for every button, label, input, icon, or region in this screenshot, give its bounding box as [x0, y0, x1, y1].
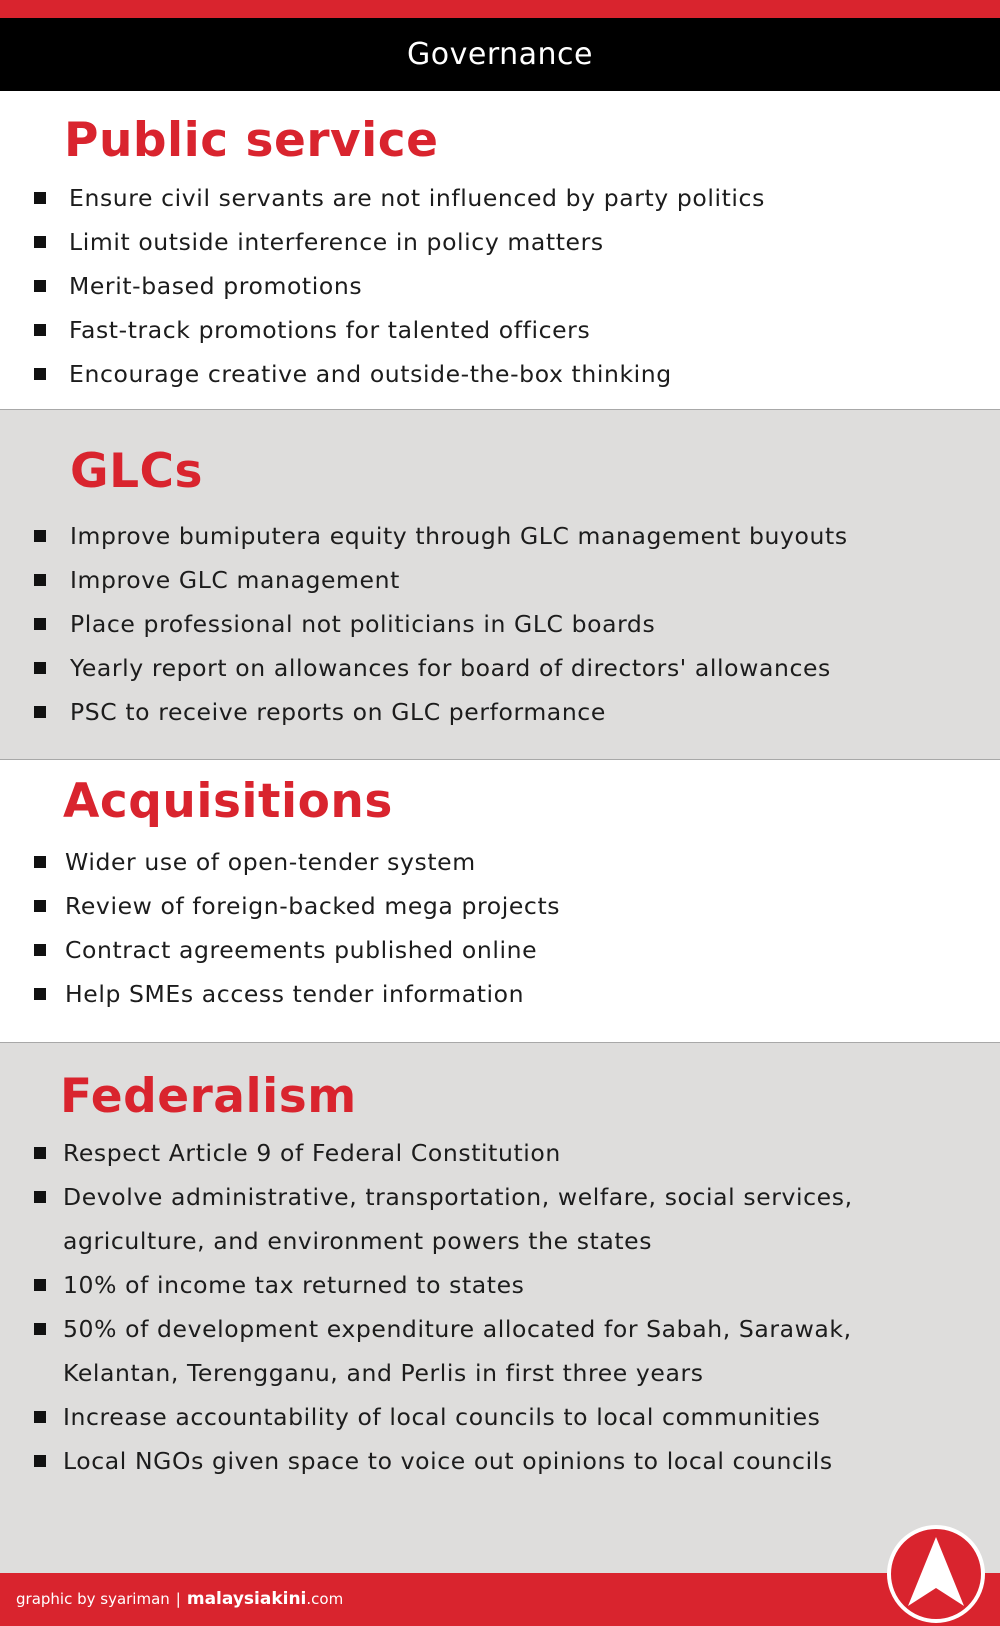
bullet-square-icon — [34, 856, 46, 868]
list-item-text: Yearly report on allowances for board of directors' allowances — [70, 654, 831, 682]
malaysiakini-arrow-logo-icon — [886, 1524, 986, 1624]
bullet-square-icon — [34, 1455, 46, 1467]
list-item-text: Contract agreements published online — [65, 936, 538, 964]
list-item-text: Merit-based promotions — [69, 272, 363, 300]
list-item-text: PSC to receive reports on GLC performance — [70, 698, 606, 726]
bullet-square-icon — [34, 530, 46, 542]
bullet-square-icon — [34, 324, 46, 336]
top-accent-stripe — [0, 0, 1000, 18]
brand-domain: .com — [306, 1590, 344, 1608]
list-item — [0, 1439, 1000, 1483]
section-title: Public service — [64, 113, 439, 168]
bullet-square-icon — [34, 1323, 46, 1335]
item-list — [0, 1131, 1000, 1483]
bullet-square-icon — [34, 662, 46, 674]
section-title: GLCs — [70, 444, 203, 499]
list-item — [0, 972, 1000, 1016]
list-item — [0, 352, 1000, 396]
section-public-service — [0, 91, 1000, 409]
section-glcs — [0, 409, 1000, 759]
list-item — [0, 928, 1000, 972]
section-title: Acquisitions — [63, 774, 393, 829]
list-item-text: Devolve administrative, transportation, welfare, social services, agriculture, and environment powers the states — [63, 1183, 853, 1255]
bullet-square-icon — [34, 1147, 46, 1159]
list-item — [0, 176, 1000, 220]
list-item — [0, 840, 1000, 884]
list-item-text: Improve bumiputera equity through GLC management buyouts — [70, 522, 848, 550]
list-item — [0, 884, 1000, 928]
list-item-text: Ensure civil servants are not influenced by party politics — [69, 184, 765, 212]
bullet-square-icon — [34, 618, 46, 630]
page-title: Governance — [0, 18, 1000, 91]
list-item-text: Respect Article 9 of Federal Constitution — [63, 1139, 561, 1167]
item-list — [0, 176, 1000, 396]
bullet-square-icon — [34, 1411, 46, 1423]
item-list — [0, 514, 1000, 734]
list-item-text: Fast-track promotions for talented officers — [69, 316, 591, 344]
section-federalism — [0, 1042, 1000, 1573]
list-item — [0, 1131, 1000, 1175]
list-item-text: Increase accountability of local councils to local communities — [63, 1403, 821, 1431]
bullet-square-icon — [34, 706, 46, 718]
list-item — [0, 1263, 1000, 1307]
item-list — [0, 840, 1000, 1016]
credit-prefix: graphic by syariman — [16, 1590, 170, 1608]
list-item — [0, 1307, 1000, 1395]
footer-credit — [16, 1573, 343, 1626]
list-item-text: 50% of development expenditure allocated for Sabah, Sarawak, Kelantan, Terengganu, and Perlis in first three years — [63, 1315, 852, 1387]
list-item-text: Local NGOs given space to voice out opinions to local councils — [63, 1447, 833, 1475]
list-item — [0, 308, 1000, 352]
brand-name: malaysiakini — [186, 1589, 307, 1609]
list-item-text: Place professional not politicians in GLC boards — [70, 610, 656, 638]
bullet-square-icon — [34, 192, 46, 204]
list-item-text: Wider use of open-tender system — [65, 848, 476, 876]
bullet-square-icon — [34, 1279, 46, 1291]
list-item — [0, 1395, 1000, 1439]
bullet-square-icon — [34, 236, 46, 248]
list-item — [0, 514, 1000, 558]
bullet-square-icon — [34, 280, 46, 292]
bullet-square-icon — [34, 944, 46, 956]
footer-bar — [0, 1573, 1000, 1626]
bullet-square-icon — [34, 900, 46, 912]
list-item — [0, 1175, 1000, 1263]
list-item-text: Improve GLC management — [70, 566, 400, 594]
bullet-square-icon — [34, 368, 46, 380]
list-item — [0, 220, 1000, 264]
list-item — [0, 602, 1000, 646]
section-acquisitions — [0, 759, 1000, 1042]
list-item-text: 10% of income tax returned to states — [63, 1271, 525, 1299]
bullet-square-icon — [34, 574, 46, 586]
list-item — [0, 690, 1000, 734]
list-item — [0, 646, 1000, 690]
list-item — [0, 264, 1000, 308]
list-item-text: Limit outside interference in policy matters — [69, 228, 604, 256]
list-item-text: Help SMEs access tender information — [65, 980, 525, 1008]
list-item-text: Encourage creative and outside-the-box thinking — [69, 360, 672, 388]
credit-separator: | — [175, 1590, 181, 1608]
list-item-text: Review of foreign-backed mega projects — [65, 892, 561, 920]
list-item — [0, 558, 1000, 602]
section-title: Federalism — [60, 1069, 357, 1124]
bullet-square-icon — [34, 988, 46, 1000]
bullet-square-icon — [34, 1191, 46, 1203]
